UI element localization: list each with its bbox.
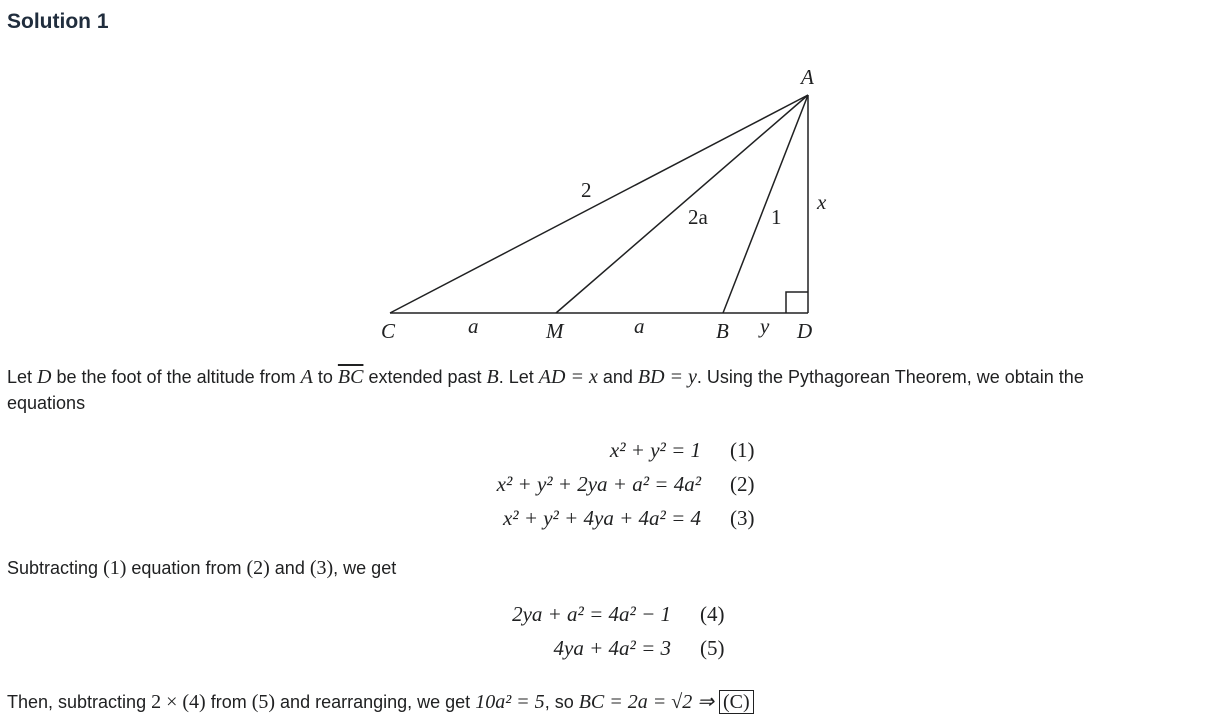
final-paragraph: Then, subtracting 2 × (4) from (5) and rearranging, we get 10a² = 5, so BC = 2a = √2 ⇒ (C) xyxy=(7,689,754,715)
side-AC xyxy=(390,95,808,313)
label-seg-BD: y xyxy=(760,314,770,338)
label-side-AC: 2 xyxy=(581,178,592,202)
label-B: B xyxy=(716,319,729,343)
equation-3: x² + y² + 4ya + 4a² = 4 (3) xyxy=(502,506,755,530)
subtract-paragraph: Subtracting (1) equation from (2) and (3), we get xyxy=(7,557,397,579)
equation-4: 2ya + a² = 4a² − 1 (4) xyxy=(512,602,725,626)
section-heading: Solution 1 xyxy=(7,10,109,33)
label-side-AM: 2a xyxy=(688,205,708,229)
equation-2: x² + y² + 2ya + a² = 4a² (2) xyxy=(496,472,755,496)
answer-box: (C) xyxy=(719,690,754,714)
equation-5: 4ya + 4a² = 3 (5) xyxy=(553,636,725,660)
equation-1: x² + y² = 1 (1) xyxy=(609,438,755,462)
intro-paragraph: Let D be the foot of the altitude from A to $\overline{BC}$ extended past B. Let AD = x and BD = y. Using the Pythagorean Theorem, we obtain the equations xyxy=(7,366,1084,413)
label-A: A xyxy=(801,65,814,89)
label-side-AD: x xyxy=(817,190,827,214)
label-seg-MB: a xyxy=(634,314,645,338)
label-D: D xyxy=(797,319,813,343)
side-AM xyxy=(556,95,808,313)
label-side-AB: 1 xyxy=(771,205,782,229)
label-M: M xyxy=(546,319,564,343)
triangle-diagram xyxy=(0,0,1215,360)
side-AB xyxy=(723,95,808,313)
label-C: C xyxy=(381,319,396,343)
label-seg-CM: a xyxy=(468,314,479,338)
right-angle-marker xyxy=(786,292,808,313)
